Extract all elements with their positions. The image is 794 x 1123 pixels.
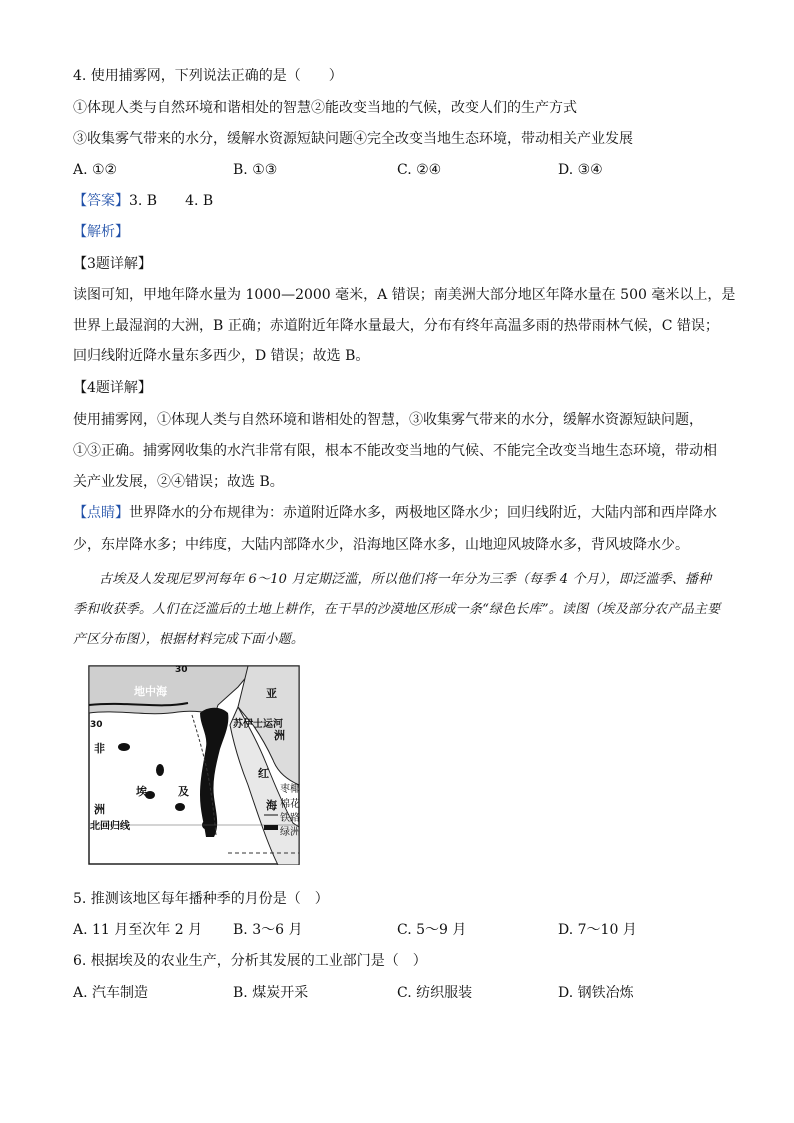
legend-oasis: 绿洲 bbox=[280, 827, 300, 838]
question-6-option-a: A. 汽车制造 bbox=[73, 985, 149, 1001]
question-6-option-d: D. 钢铁冶炼 bbox=[558, 985, 634, 1001]
question-6-option-c: C. 纺织服装 bbox=[397, 985, 473, 1001]
map-label-egypt-2: 及 bbox=[178, 785, 189, 798]
detail-3-line-1: 读图可知，甲地年降水量为 1000—2000 毫米，A 错误；南美洲大部分地区年降水量在 500 毫米以上，是 bbox=[73, 287, 736, 303]
tip-line-2: 少，东岸降水多；中纬度，大陆内部降水少，沿海地区降水多，山地迎风坡降水多，背风坡降水少。 bbox=[73, 537, 689, 553]
map-label-lon30: 30 bbox=[175, 665, 188, 675]
map-label-red-sea-1: 红 bbox=[258, 767, 269, 780]
question-5-option-b: B. 3～6 月 bbox=[233, 922, 303, 938]
map-label-egypt-1: 埃 bbox=[136, 785, 147, 798]
map-label-tropic: 北回归线 bbox=[90, 821, 130, 832]
question-4-option-c: C. ②④ bbox=[397, 162, 442, 178]
tip-tag: 【点睛】 bbox=[73, 505, 129, 521]
map-label-africa-1: 非 bbox=[94, 742, 105, 755]
detail-3-line-2: 世界上最湿润的大洲，B 正确；赤道附近年降水量最大，分布有终年高温多雨的热带雨林气候，C 错误； bbox=[73, 318, 719, 334]
question-5-option-a: A. 11 月至次年 2 月 bbox=[73, 922, 203, 938]
detail-4-tag: 【4题详解】 bbox=[73, 380, 152, 396]
map-label-red-sea-2: 海 bbox=[266, 799, 277, 812]
question-6-stem: 6. 根据埃及的农业生产，分析其发展的工业部门是（ ） bbox=[73, 953, 427, 969]
question-5-option-c: C. 5～9 月 bbox=[397, 922, 467, 938]
question-4-option-b: B. ①③ bbox=[233, 162, 278, 178]
answer-row bbox=[73, 191, 213, 211]
tip-row-1 bbox=[73, 503, 717, 523]
question-6-option-b: B. 煤炭开采 bbox=[233, 985, 309, 1001]
detail-4-line-3: 关产业发展，②④错误；故选 B。 bbox=[73, 474, 284, 490]
detail-4-line-2: ①③正确。捕雾网收集的水汽非常有限，根本不能改变当地的气候、不能完全改变当地生态环境，带动相 bbox=[73, 443, 717, 459]
answer-text: 3. B 4. B bbox=[129, 193, 214, 209]
detail-4-line-1: 使用捕雾网，①体现人类与自然环境和谐相处的智慧，③收集雾气带来的水分，缓解水资源短缺问题， bbox=[73, 412, 703, 428]
question-5-option-d: D. 7～10 月 bbox=[558, 922, 637, 938]
map-label-lat30: 30 bbox=[90, 720, 103, 730]
legend-railway: 铁路 bbox=[280, 813, 300, 824]
detail-3-line-3: 回归线附近降水量东多西少，D 错误；故选 B。 bbox=[73, 348, 370, 364]
question-5-stem: 5. 推测该地区每年播种季的月份是（ ） bbox=[73, 891, 329, 907]
question-4-statement-2: ③收集雾气带来的水分，缓解水资源短缺问题④完全改变当地生态环境，带动相关产业发展 bbox=[73, 131, 633, 147]
question-4-statement-1: ①体现人类与自然环境和谐相处的智慧②能改变当地的气候，改变人们的生产方式 bbox=[73, 100, 577, 116]
map-label-asia-2: 洲 bbox=[274, 729, 285, 742]
map-label-suez: 苏伊士运河 bbox=[233, 719, 283, 730]
map-label-africa-2: 洲 bbox=[94, 803, 105, 816]
question-4-stem: 4. 使用捕雾网，下列说法正确的是（ ） bbox=[73, 68, 343, 84]
analysis-tag: 【解析】 bbox=[73, 224, 129, 240]
legend-date-palm: 枣椰 bbox=[280, 784, 300, 795]
legend-cotton: 棉花 bbox=[280, 799, 300, 810]
tip-line-1: 世界降水的分布规律为：赤道附近降水多，两极地区降水少；回归线附近，大陆内部和西岸降水 bbox=[129, 505, 717, 521]
answer-tag: 【答案】 bbox=[73, 193, 129, 209]
map-label-mediterranean: 地中海 bbox=[134, 685, 167, 698]
map-label-asia-1: 亚 bbox=[266, 687, 277, 700]
material-paragraph: 古埃及人发现尼罗河每年 6～10 月定期泛滥，所以他们将一年分为三季（每季 4 个月），即泛滥季、播种季和收获季。人们在泛滥后的土地上耕作，在干旱的沙漠地区形成一条“绿色长库”。读图（埃及部分农产品主要产区分布图），根据材料完成下面小题。 bbox=[73, 572, 721, 647]
detail-3-tag: 【3题详解】 bbox=[73, 256, 152, 272]
question-4-option-a: A. ①② bbox=[73, 162, 118, 178]
egypt-agriculture-map bbox=[88, 665, 300, 865]
question-4-option-d: D. ③④ bbox=[558, 162, 603, 178]
